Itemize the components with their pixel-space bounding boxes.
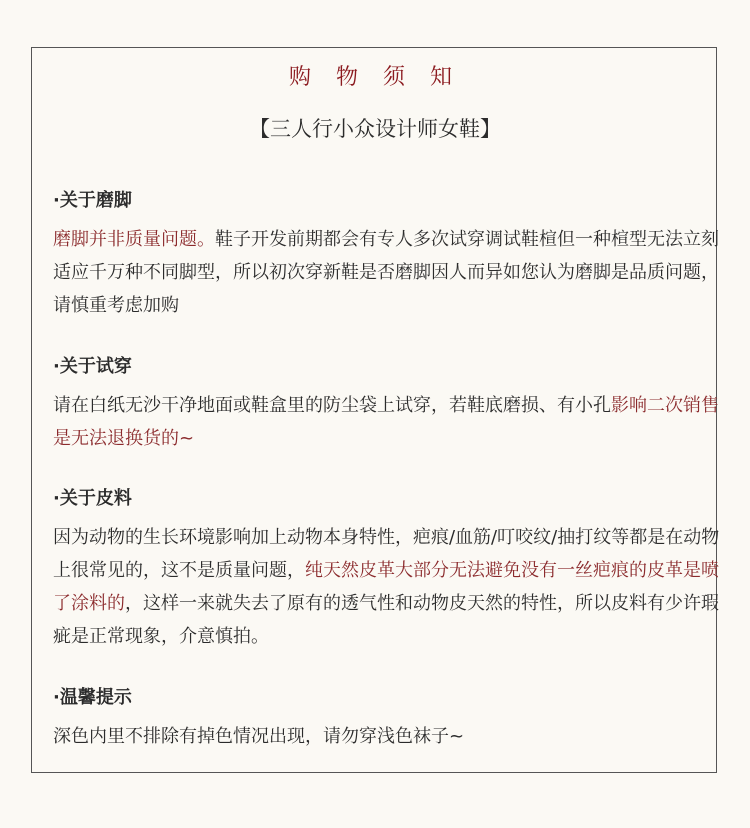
section-heading: ·温馨提示 — [53, 687, 132, 708]
body-text: 鞋子开发前期都会有专人多次试穿调试鞋楦但一种楦型无法立刻适应千万种不同脚型，所以初次穿新鞋是否磨脚因人而异如您认为磨脚是品质问题，请慎重考虑加购 — [53, 229, 719, 316]
highlight-text: 影响二次销售是无法退换货的~ — [53, 395, 719, 449]
section-heading: ·关于皮料 — [53, 488, 132, 509]
brand-subtitle: 【三人行小众设计师女鞋】 — [249, 117, 501, 141]
section-try-on — [53, 353, 723, 455]
section-tips — [53, 684, 723, 753]
page-title: 购 物 须 知 — [289, 65, 461, 90]
section-body: 深色内里不排除有掉色情况出现，请勿穿浅色袜子~ — [53, 726, 465, 747]
section-heading: ·关于磨脚 — [53, 190, 132, 211]
section-body — [53, 223, 723, 322]
section-body — [53, 521, 723, 653]
body-text: 请在白纸无沙干净地面或鞋盒里的防尘袋上试穿，若鞋底磨损、有小孔 — [53, 395, 611, 416]
section-leather — [53, 485, 723, 653]
highlight-text: 磨脚并非质量问题。 — [53, 229, 215, 250]
body-text: 因为动物的生长环境影响加上动物本身特性，疤痕/血筋/叮咬纹/抽打纹等都是在动物上很常见的，这不是质量问题， — [53, 527, 720, 581]
section-blister — [53, 187, 723, 322]
section-body — [53, 389, 723, 455]
body-text: ，这样一来就失去了原有的透气性和动物皮天然的特性，所以皮料有少许瑕疵是正常现象，介意慎拍。 — [53, 593, 719, 647]
section-heading: ·关于试穿 — [53, 356, 132, 377]
highlight-text: 纯天然皮革大部分无法避免没有一丝疤痕的皮革是喷了涂料的 — [53, 560, 719, 614]
